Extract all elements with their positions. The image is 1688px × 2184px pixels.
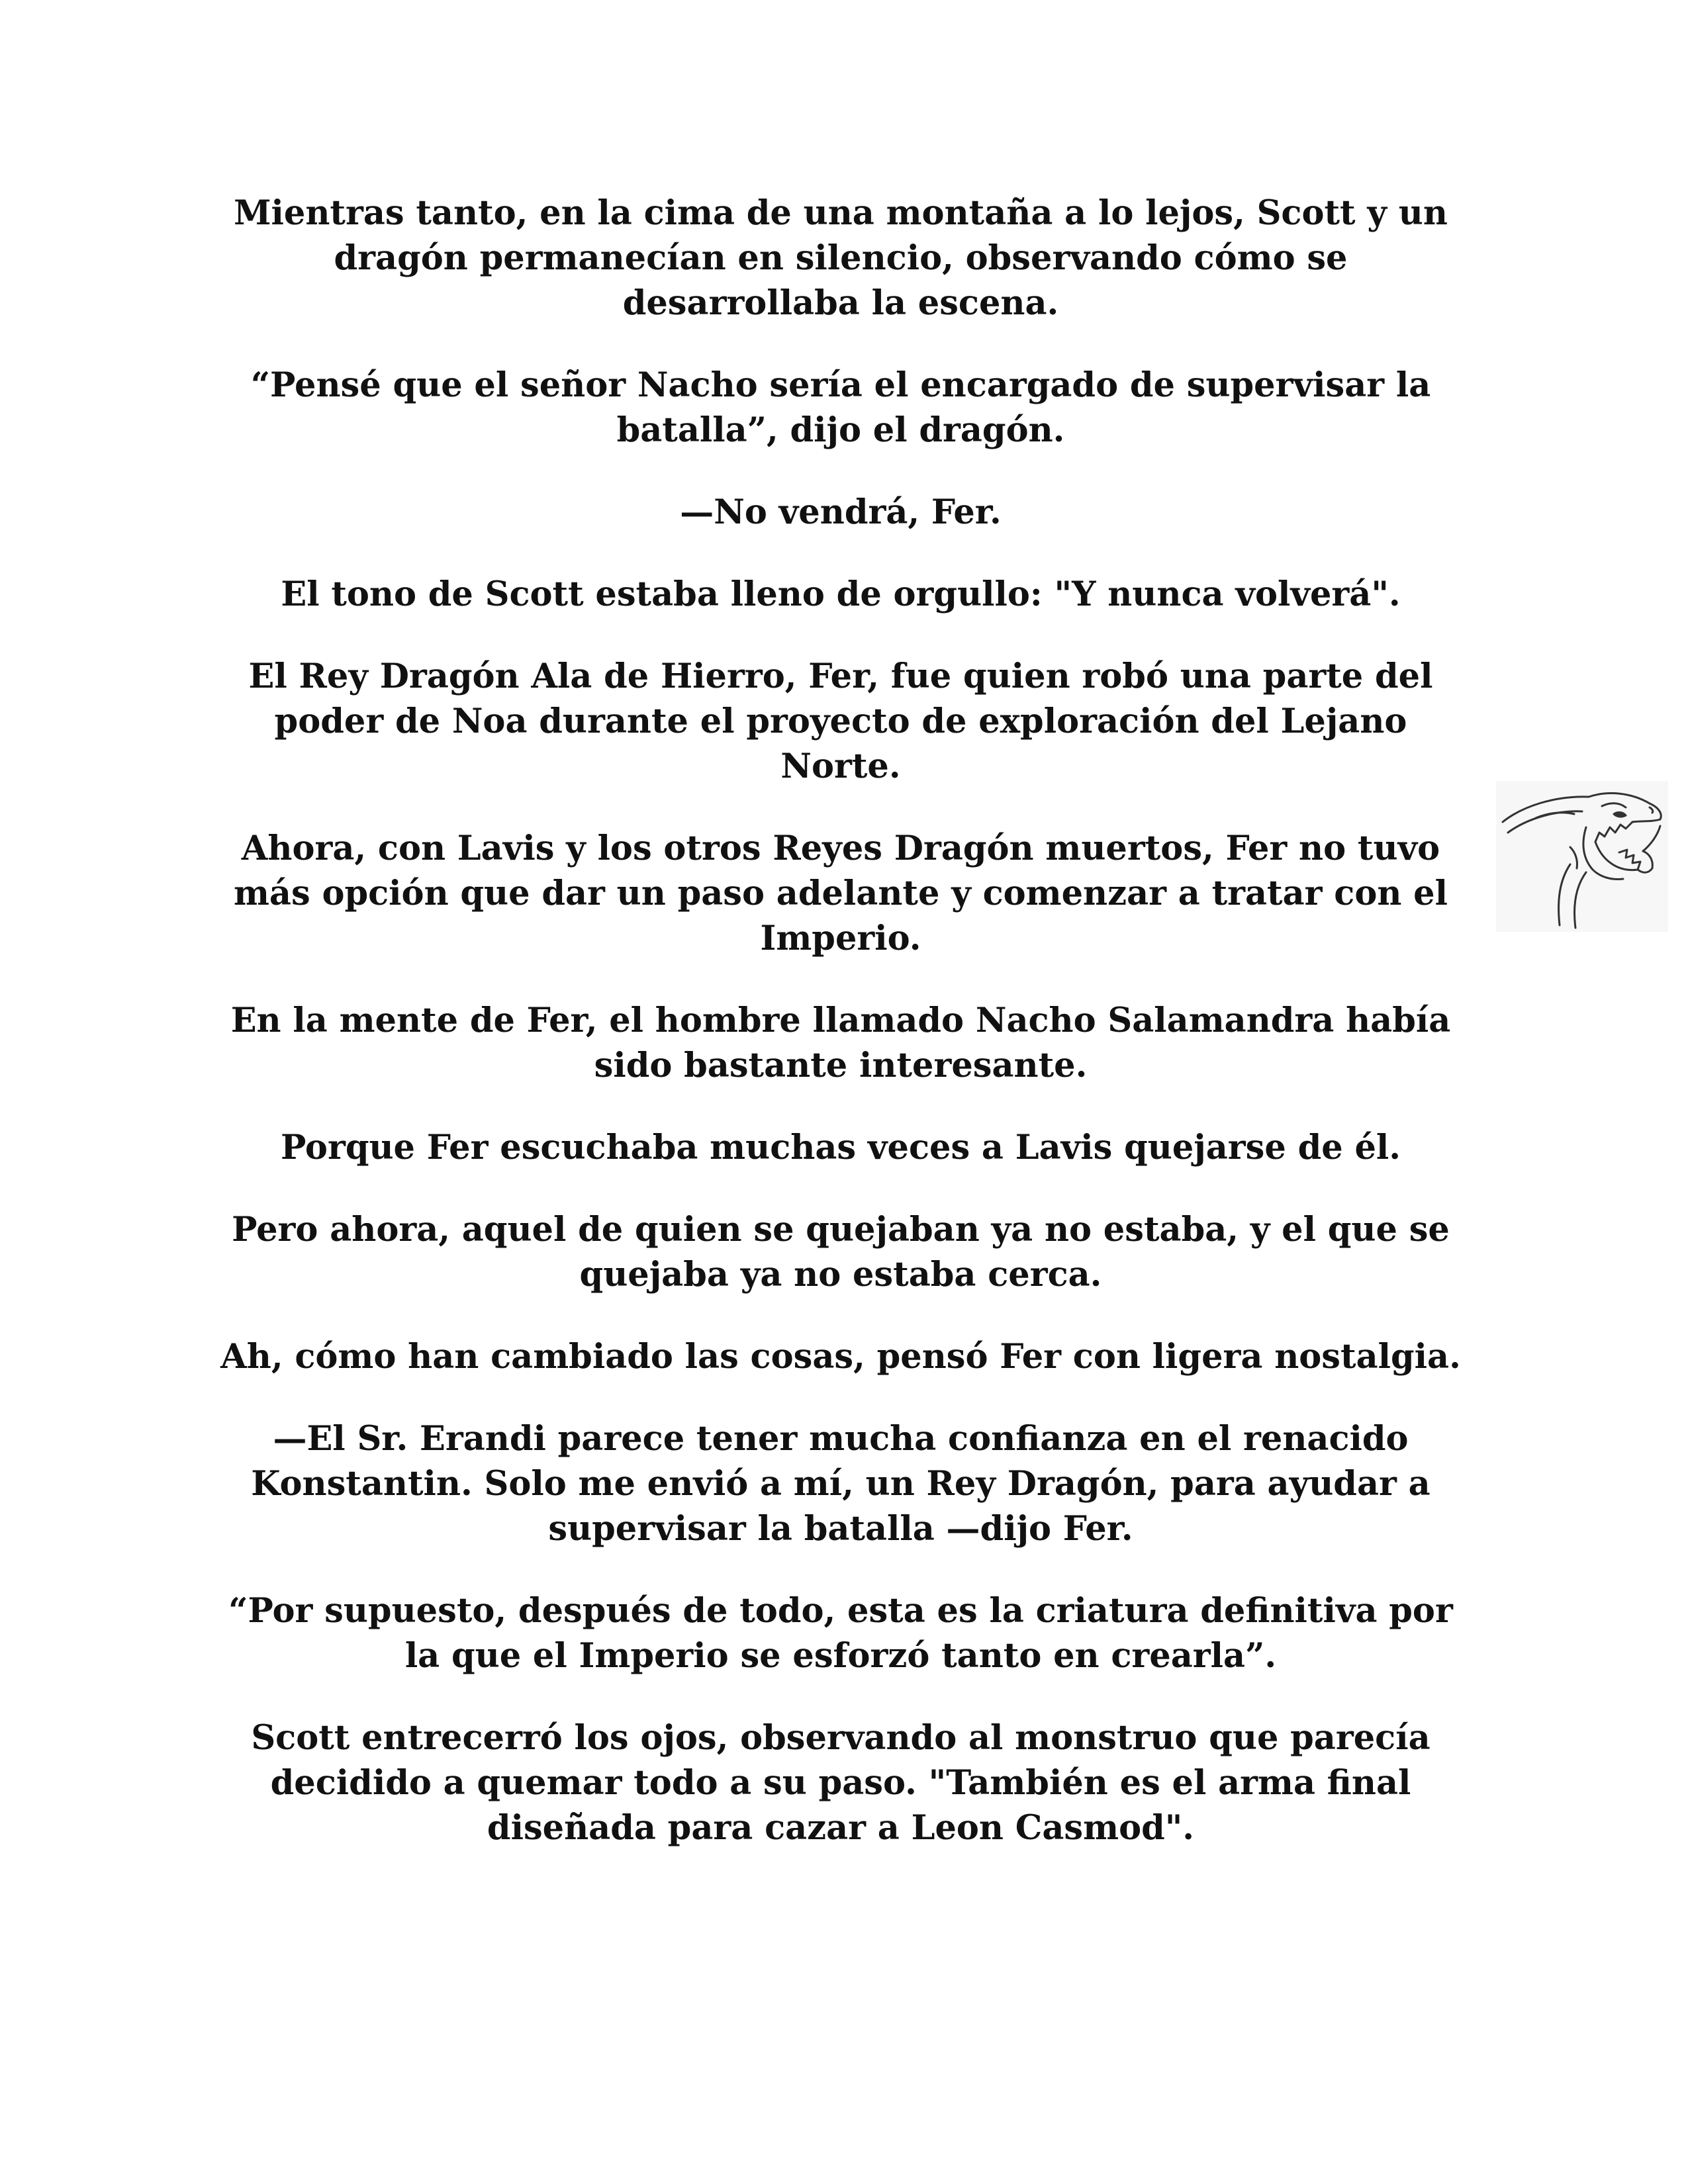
story-text [218,191,1463,1888]
dragon-head-sketch-icon [1496,781,1668,932]
paragraph-4: El tono de Scott estaba lleno de orgullo: "Y nunca volverá". [281,574,1401,614]
paragraph-6: Ahora, con Lavis y los otros Reyes Dragón muertos, Fer no tuvo más opción que dar un paso adelante y comenzar a tratar con el Imperio. [233,829,1448,958]
paragraph-5: El Rey Dragón Ala de Hierro, Fer, fue quien robó una parte del poder de Noa durante el proyecto de exploración del Lejano Norte. [248,657,1433,786]
paragraph-13: Scott entrecerró los ojos, observando al monstruo que parecía decidido a quemar todo a su paso. "También es el arma final diseñada para cazar a Leon Casmod". [251,1718,1430,1848]
paragraph-9: Pero ahora, aquel de quien se quejaban ya no estaba, y el que se quejaba ya no estaba cerca. [232,1210,1450,1295]
paragraph-3: —No vendrá, Fer. [680,492,1002,532]
paragraph-2: “Pensé que el señor Nacho sería el encargado de supervisar la batalla”, dijo el dragón. [250,365,1431,450]
paragraph-11: —El Sr. Erandi parece tener mucha confianza en el renacido Konstantin. Solo me envió a mí, un Rey Dragón, para ayudar a supervisar la batalla —dijo Fer. [251,1419,1430,1549]
paragraph-7: En la mente de Fer, el hombre llamado Nacho Salamandra había sido bastante interesante. [230,1001,1451,1085]
paragraph-10: Ah, cómo han cambiado las cosas, pensó Fer con ligera nostalgia. [220,1337,1461,1377]
paragraph-12: “Por supuesto, después de todo, esta es la criatura definitiva por la que el Imperio se esforzó tanto en crearla”. [228,1591,1453,1676]
paragraph-8: Porque Fer escuchaba muchas veces a Lavis quejarse de él. [280,1128,1401,1167]
paragraph-1: Mientras tanto, en la cima de una montaña a lo lejos, Scott y un dragón permanecían en silencio, observando cómo se desarrollaba la escena. [234,193,1448,323]
